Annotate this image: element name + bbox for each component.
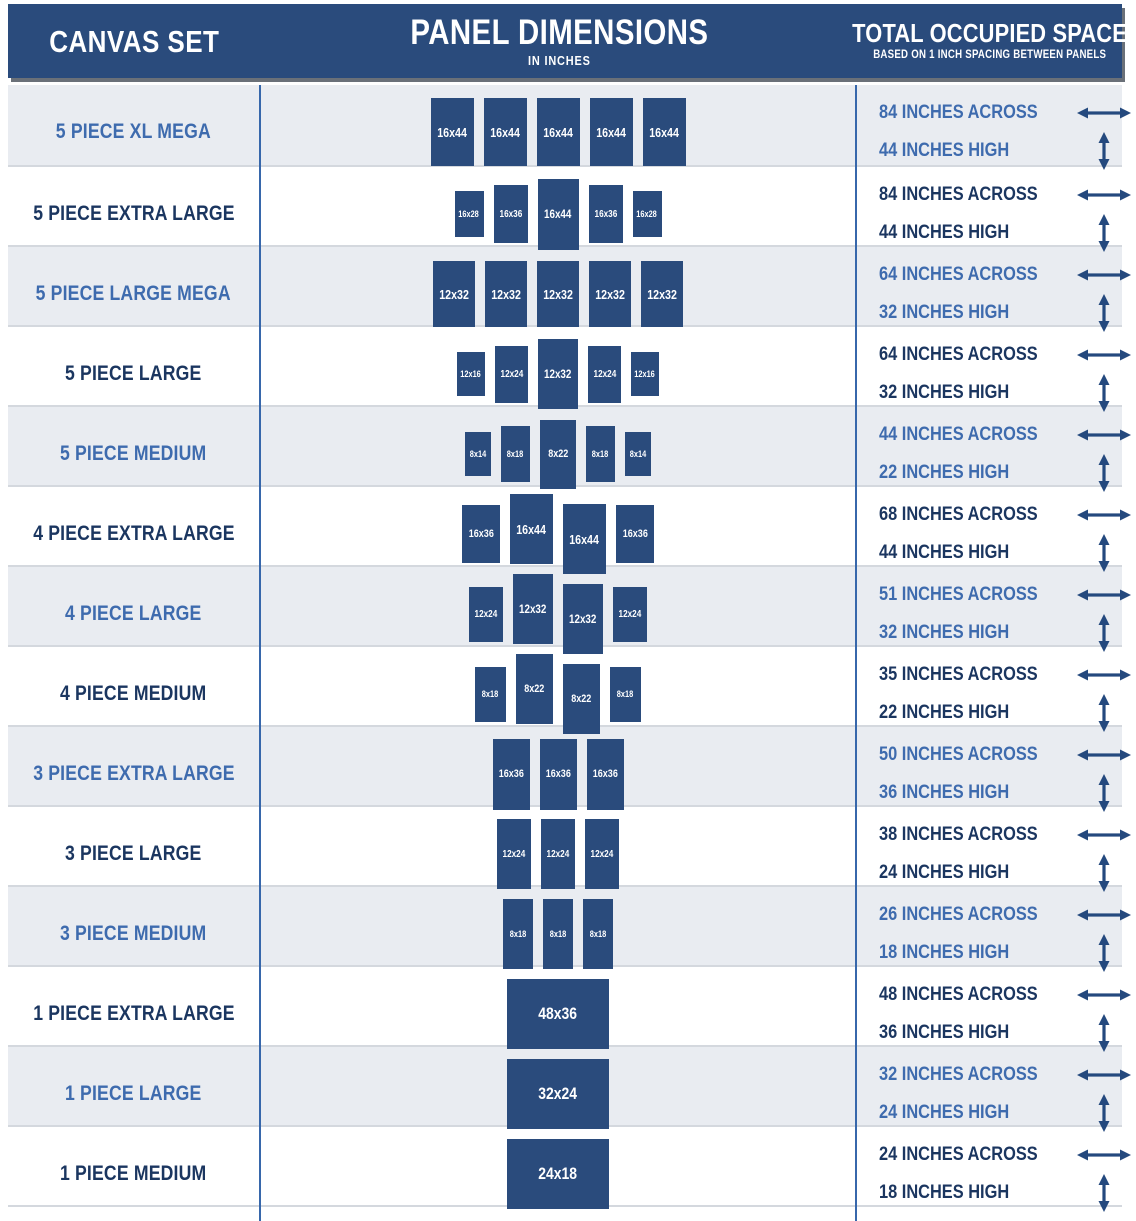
panel-size-label: 8x18 [507,449,524,459]
inches-across-text: 26 INCHES ACROSS [879,903,1038,926]
canvas-panel [613,587,647,642]
panel-size-label: 16x36 [499,208,522,220]
horizontal-double-arrow-icon [1072,747,1136,763]
panel-size-label: 12x24 [590,848,614,860]
canvas-set-name: 4 PIECE LARGE [65,602,202,625]
panel-size-label: 16x44 [437,124,467,140]
canvas-panel [431,98,474,166]
panel-size-label: 12x32 [647,286,677,302]
canvas-panel [589,261,631,327]
table-row [8,85,1122,165]
canvas-set-name: 5 PIECE EXTRA LARGE [32,202,235,225]
panel-dimensions-column-subtitle: IN INCHES [527,53,591,68]
panel-size-label: 16x44 [516,521,547,537]
canvas-panel [540,420,576,489]
canvas-panel [469,587,503,642]
panel-layout-cell [261,85,857,179]
inches-high-text: 22 INCHES HIGH [879,701,1010,724]
panel-size-label: 12x32 [491,286,521,302]
table-header [8,4,1127,78]
canvas-panel [507,1139,609,1209]
canvas-panel [537,261,579,327]
inches-high-text: 32 INCHES HIGH [879,301,1010,324]
panel-size-label: 16x36 [468,528,494,540]
canvas-panel [587,739,624,810]
panel-size-label: 12x24 [593,368,616,380]
inches-high-text: 32 INCHES HIGH [879,621,1010,644]
inches-across-text: 32 INCHES ACROSS [879,1063,1038,1086]
inches-across-text: 64 INCHES ACROSS [879,343,1038,366]
table-body [8,85,1122,1207]
total-occupied-space-column-title: TOTAL OCCUPIED SPACE [852,18,1127,49]
occupied-space-cell [857,85,1122,179]
canvas-panel [485,261,527,327]
table-row [8,725,1122,805]
canvas-panel [543,899,573,969]
inches-high-text: 44 INCHES HIGH [879,541,1010,564]
panel-size-label: 8x22 [547,448,569,460]
canvas-set-cell [8,85,261,179]
horizontal-double-arrow-icon [1072,507,1136,523]
canvas-set-name: 5 PIECE LARGE [65,362,202,385]
horizontal-double-arrow-icon [1072,587,1136,603]
table-row [8,485,1122,565]
canvas-panel [563,584,603,654]
table-row [8,805,1122,885]
panel-size-label: 12x24 [500,368,523,380]
total-occupied-space-column-subtitle: BASED ON 1 INCH SPACING BETWEEN PANELS [872,49,1107,62]
table-row [8,645,1122,725]
panel-size-label: 16x44 [649,124,679,140]
canvas-panel [494,185,528,243]
inches-across-text: 68 INCHES ACROSS [879,503,1038,526]
panel-dimensions-column-title: PANEL DIMENSIONS [409,13,709,52]
panel-size-label: 16x44 [490,124,520,140]
panel-size-label: 16x36 [594,208,617,220]
inches-across-text: 64 INCHES ACROSS [879,263,1038,286]
table-row [8,1045,1122,1125]
horizontal-double-arrow-icon [1072,347,1136,363]
panel-size-label: 12x32 [439,286,469,302]
canvas-panel [538,339,578,409]
table-row [8,565,1122,645]
panel-size-label: 12x32 [519,602,547,616]
panel-size-label: 12x24 [474,608,498,620]
horizontal-double-arrow-icon [1072,427,1136,443]
canvas-set-name: 3 PIECE MEDIUM [60,922,207,945]
inches-high-text: 36 INCHES HIGH [879,781,1010,804]
canvas-panel [497,819,531,889]
inches-high-text: 44 INCHES HIGH [879,221,1010,244]
canvas-panel [625,432,651,476]
canvas-panel [484,98,527,166]
canvas-panel [538,179,579,250]
canvas-set-column-title: CANVAS SET [49,23,220,59]
header-panel-dimensions [261,15,857,67]
canvas-panel [589,185,623,243]
inches-high-text: 24 INCHES HIGH [879,1101,1010,1124]
canvas-panel [563,664,600,734]
canvas-panel [585,819,619,889]
panel-size-label: 16x44 [543,124,573,140]
canvas-panel [507,979,609,1049]
panel-size-label: 12x24 [546,848,570,860]
canvas-set-cell [8,1127,261,1221]
inches-across-text: 38 INCHES ACROSS [879,823,1038,846]
panel-size-label: 12x32 [595,286,625,302]
panel-size-label: 16x28 [458,209,480,219]
panel-size-label: 16x44 [569,531,600,547]
inches-across-text: 51 INCHES ACROSS [879,583,1038,606]
panel-size-label: 8x14 [629,449,647,459]
panel-size-label: 12x16 [634,369,656,379]
canvas-set-name: 3 PIECE LARGE [65,842,202,865]
panel-size-label: 8x22 [571,693,592,705]
canvas-panel [493,739,530,810]
canvas-set-name: 1 PIECE LARGE [65,1082,202,1105]
table-row [8,325,1122,405]
panel-layout-cell [261,1127,857,1221]
inches-high-text: 18 INCHES HIGH [879,941,1010,964]
vertical-double-arrow-icon [1072,1174,1136,1212]
canvas-panel [586,426,615,482]
inches-high-text: 18 INCHES HIGH [879,1181,1010,1204]
occupied-space-cell [857,1127,1122,1221]
canvas-set-name: 1 PIECE MEDIUM [60,1162,207,1185]
canvas-panel [516,654,553,724]
canvas-panel [507,1059,609,1129]
canvas-panel [475,667,506,722]
panel-size-label: 12x24 [502,848,526,860]
panel-size-label: 8x22 [524,683,545,695]
panel-size-label: 16x36 [592,768,618,780]
panel-size-label: 16x36 [622,528,648,540]
canvas-panel [588,346,621,403]
canvas-set-name: 5 PIECE MEDIUM [60,442,207,465]
panel-size-label: 8x18 [589,929,607,939]
panel-size-label: 12x32 [569,612,597,626]
canvas-panel [616,505,654,563]
canvas-size-chart [8,4,1127,1207]
canvas-panel [510,494,553,564]
panel-size-label: 12x16 [460,369,482,379]
canvas-panel [457,352,485,396]
table-row [8,885,1122,965]
panel-size-label: 24x18 [538,1164,578,1183]
panel-size-label: 12x32 [544,367,572,381]
canvas-set-name: 5 PIECE XL MEGA [55,120,212,143]
panel-size-label: 16x44 [544,207,572,221]
panel-size-label: 12x24 [618,608,642,620]
panel-size-label: 16x36 [545,768,571,780]
canvas-panel [495,346,528,403]
inches-high-text: 22 INCHES HIGH [879,461,1010,484]
horizontal-double-arrow-icon [1072,987,1136,1003]
inches-across-text: 24 INCHES ACROSS [879,1143,1038,1166]
inches-high-text: 44 INCHES HIGH [879,139,1010,162]
inches-high-text: 36 INCHES HIGH [879,1021,1010,1044]
inches-across-text: 84 INCHES ACROSS [879,183,1038,206]
canvas-set-name: 4 PIECE EXTRA LARGE [32,522,235,545]
panel-size-label: 12x32 [543,286,573,302]
panel-size-label: 16x28 [636,209,658,219]
canvas-set-name: 4 PIECE MEDIUM [60,682,207,705]
horizontal-double-arrow-icon [1072,267,1136,283]
canvas-set-name: 3 PIECE EXTRA LARGE [32,762,235,785]
inches-across-text: 35 INCHES ACROSS [879,663,1038,686]
canvas-panel [433,261,475,327]
panel-size-label: 8x18 [509,929,527,939]
canvas-panel [583,899,613,969]
inches-across-text: 50 INCHES ACROSS [879,743,1038,766]
horizontal-double-arrow-icon [1072,1067,1136,1083]
canvas-set-name: 5 PIECE LARGE MEGA [35,282,232,305]
horizontal-double-arrow-icon [1072,1147,1136,1163]
horizontal-double-arrow-icon [1072,187,1136,203]
vertical-double-arrow-icon [1072,132,1136,170]
panel-size-label: 8x18 [549,929,567,939]
panel-size-label: 8x18 [592,449,609,459]
horizontal-double-arrow-icon [1072,105,1136,121]
horizontal-double-arrow-icon [1072,667,1136,683]
canvas-panel [537,98,580,166]
horizontal-double-arrow-icon [1072,827,1136,843]
canvas-panel [455,191,484,237]
table-row [8,965,1122,1045]
canvas-set-name: 1 PIECE EXTRA LARGE [32,1002,235,1025]
canvas-panel [633,191,662,237]
inches-across-text: 44 INCHES ACROSS [879,423,1038,446]
canvas-panel [643,98,686,166]
inches-high-text: 24 INCHES HIGH [879,861,1010,884]
canvas-panel [540,739,577,810]
panel-size-label: 8x18 [482,689,499,699]
canvas-panel [641,261,683,327]
canvas-panel [563,504,606,574]
header-canvas-set [8,23,261,59]
canvas-panel [590,98,633,166]
table-row [8,165,1122,245]
canvas-panel [462,505,500,563]
table-row [8,245,1122,325]
panel-size-label: 16x44 [596,124,626,140]
canvas-panel [465,432,491,476]
inches-high-text: 32 INCHES HIGH [879,381,1010,404]
canvas-panel [513,574,553,644]
panel-size-label: 48x36 [538,1004,578,1023]
panel-size-label: 8x14 [469,449,487,459]
table-row [8,1125,1122,1205]
horizontal-double-arrow-icon [1072,907,1136,923]
panel-size-label: 8x18 [617,689,634,699]
header-total-occupied-space [852,18,1127,62]
panel-size-label: 32x24 [538,1084,578,1103]
canvas-panel [541,819,575,889]
inches-across-text: 84 INCHES ACROSS [879,101,1038,124]
canvas-panel [501,426,530,482]
table-row [8,405,1122,485]
inches-across-text: 48 INCHES ACROSS [879,983,1038,1006]
canvas-panel [503,899,533,969]
canvas-panel [610,667,641,722]
canvas-panel [631,352,659,396]
panel-size-label: 16x36 [498,768,524,780]
